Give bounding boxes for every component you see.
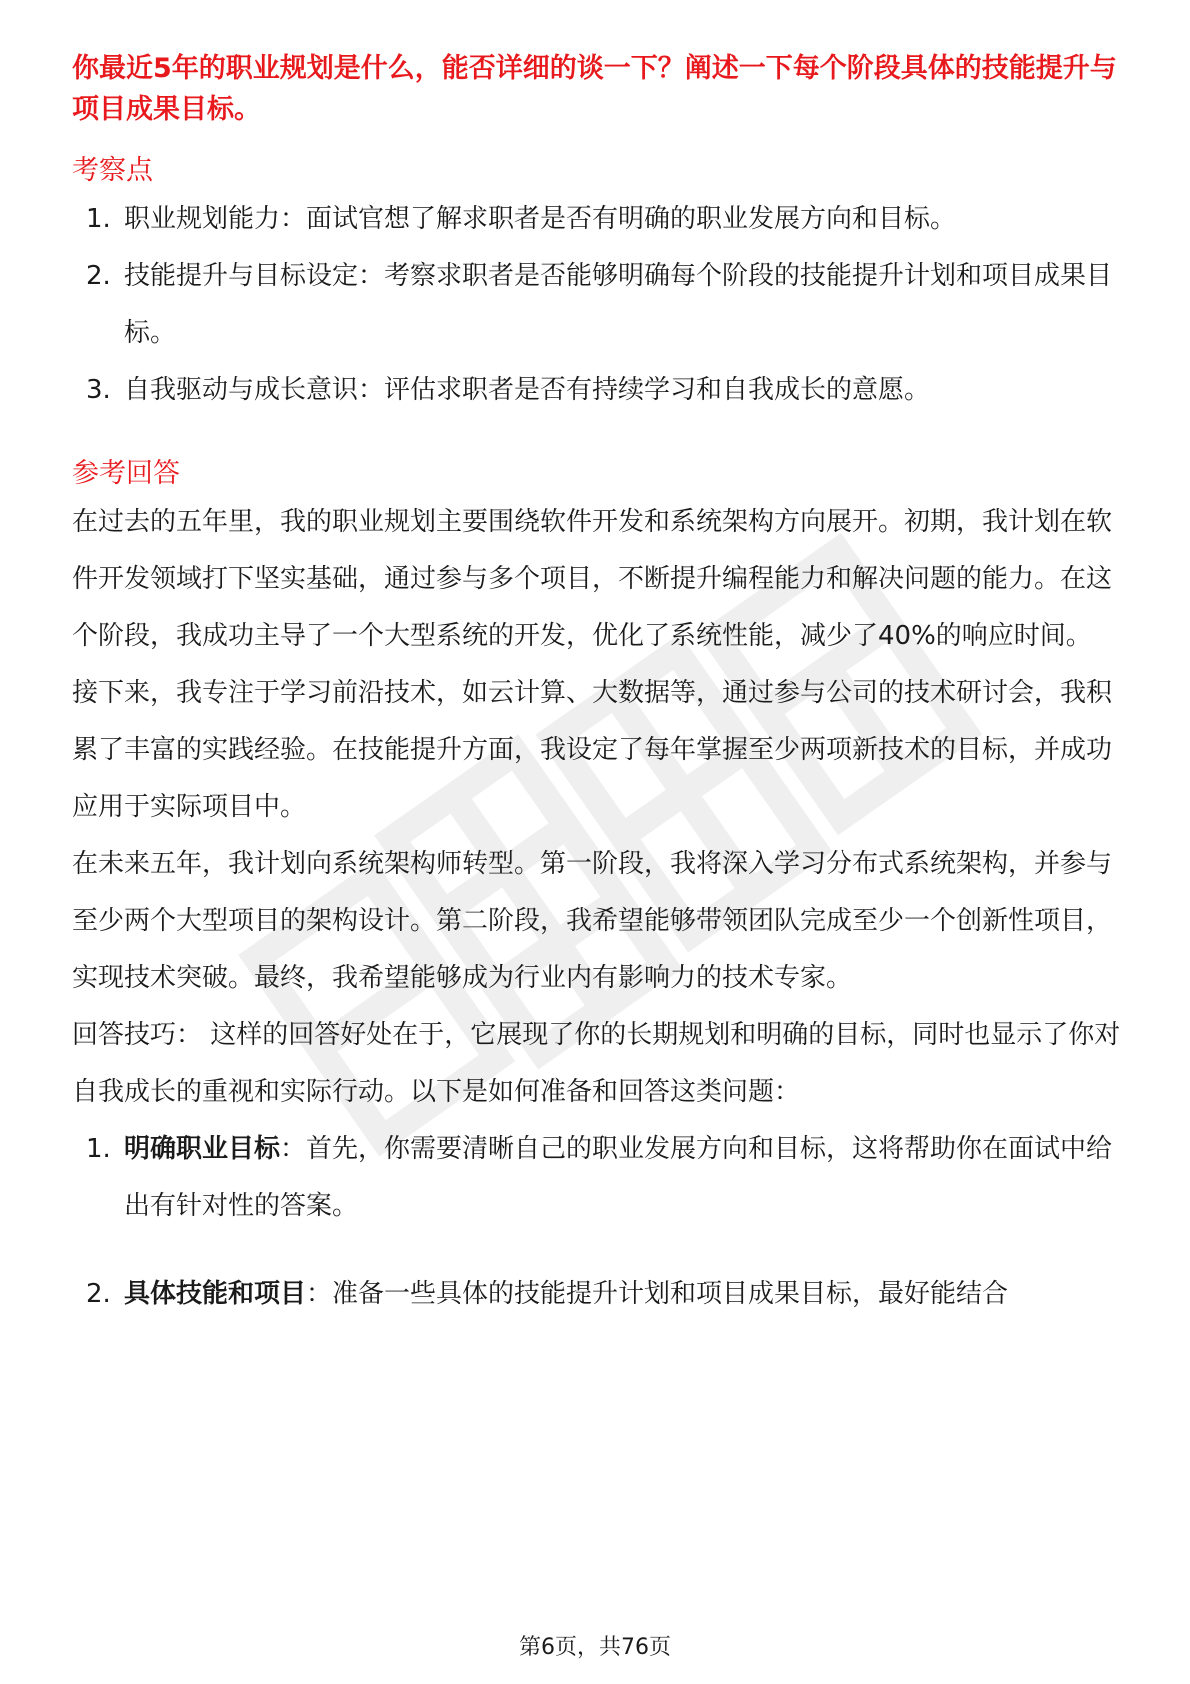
list-item: [72, 248, 1122, 362]
list-number: 2.: [86, 1279, 111, 1309]
tip-text: ：首先，你需要清晰自己的职业发展方向和目标，这将帮助你在面试中给出有针对性的答案。: [124, 1134, 1113, 1221]
tips-list: [72, 1121, 1122, 1323]
list-text: 自我驱动与成长意识：评估求职者是否有持续学习和自我成长的意愿。: [124, 375, 931, 405]
list-text: 职业规划能力：面试官想了解求职者是否有明确的职业发展方向和目标。: [124, 204, 957, 234]
answer-paragraph: 在过去的五年里，我的职业规划主要围绕软件开发和系统架构方向展开。初期，我计划在软件开发领域打下坚实基础，通过参与多个项目，不断提升编程能力和解决问题的能力。在这个阶段，我成功主导了一个大型系统的开发，优化了系统性能，减少了40%的响应时间。: [72, 507, 1113, 651]
answer-paragraph: 在未来五年，我计划向系统架构师转型。第一阶段，我将深入学习分布式系统架构，并参与至少两个大型项目的架构设计。第二阶段，我希望能够带领团队完成至少一个创新性项目，实现技术突破。最终，我希望能够成为行业内有影响力的技术专家。: [72, 849, 1113, 993]
section-title-assessment: 考察点: [72, 155, 153, 186]
list-item: [72, 1266, 1122, 1323]
list-number: 1.: [86, 1134, 111, 1164]
list-item: [72, 1121, 1122, 1235]
list-number: 2.: [86, 261, 111, 291]
section-title-reference-answer: 参考回答: [72, 458, 180, 489]
list-number: 1.: [86, 204, 111, 234]
list-number: 3.: [86, 375, 111, 405]
page-content: [72, 48, 1122, 1323]
assessment-list: [72, 191, 1122, 419]
page-footer: 第6页，共76页: [519, 1635, 671, 1660]
list-item: [72, 362, 1122, 419]
tip-text: ：准备一些具体的技能提升计划和项目成果目标，最好能结合: [306, 1279, 1009, 1309]
answer-paragraph: 接下来，我专注于学习前沿技术，如云计算、大数据等，通过参与公司的技术研讨会，我积累了丰富的实践经验。在技能提升方面，我设定了每年掌握至少两项新技术的目标，并成功应用于实际项目中。: [72, 678, 1113, 822]
answer-tips-paragraph: 回答技巧： 这样的回答好处在于，它展现了你的长期规划和明确的目标，同时也显示了你对自我成长的重视和实际行动。以下是如何准备和回答这类问题：: [72, 1020, 1121, 1107]
list-item: [72, 191, 1122, 248]
tip-label: 具体技能和项目: [124, 1279, 307, 1309]
list-text: 技能提升与目标设定：考察求职者是否能够明确每个阶段的技能提升计划和项目成果目标。: [124, 261, 1113, 348]
tip-label: 明确职业目标: [124, 1134, 281, 1164]
question-heading: 你最近5年的职业规划是什么，能否详细的谈一下？阐述一下每个阶段具体的技能提升与项目成果目标。: [72, 53, 1117, 125]
